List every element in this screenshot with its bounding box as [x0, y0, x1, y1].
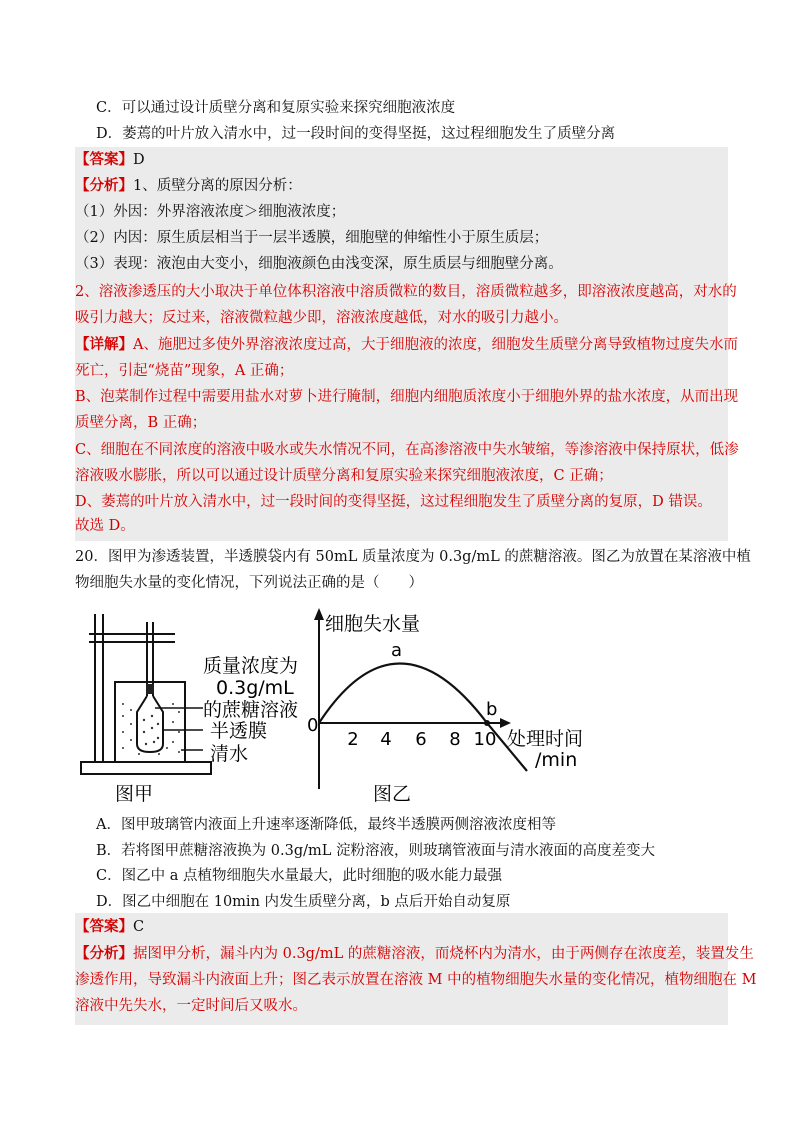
q20-answer: [75, 917, 144, 937]
q19-analysis-3: （2）内因：原生质层相当于一层半透膜，细胞壁的伸缩性小于原生质层；: [75, 230, 549, 246]
answer-tag: 【答案】: [75, 918, 133, 935]
yi-xlabel-1: 处理时间: [507, 728, 584, 750]
yi-caption: 图乙: [373, 783, 412, 805]
q20-analysis-1: [75, 944, 754, 964]
q19-analysis-4: （3）表现：液泡由大变小，细胞液颜色由浅变深，原生质层与细胞壁分离。: [75, 256, 563, 272]
q19-detail-2: 死亡，引起“烧苗”现象，A 正确；: [75, 363, 294, 379]
q20-option-c: C．图乙中 a 点植物细胞失水量最大，此时细胞的吸水能力最强: [96, 868, 502, 884]
q19-detail-1: [75, 335, 738, 355]
answer-value: D: [133, 152, 145, 168]
jia-label-2: 0.3g/mL: [216, 677, 294, 699]
jia-label-3: 的蔗糖溶液: [203, 699, 299, 721]
answer-value: C: [133, 919, 145, 935]
q20-figure: [75, 604, 635, 809]
analysis-text: 据图甲分析，漏斗内为 0.3g/mL 的蔗糖溶液，而烧杯内为清水，由于两侧存在浓度差，装置发生: [133, 946, 754, 962]
q20-figure-svg: [75, 604, 635, 809]
yi-point-a: a: [391, 640, 403, 661]
q19-answer: [75, 150, 145, 170]
yi-tick-labels: [347, 729, 496, 750]
q19-option-c: C．可以通过设计质壁分离和复原实验来探究细胞液浓度: [96, 100, 456, 116]
yi-origin: 0: [307, 715, 319, 736]
yi-xlabel-2: /min: [535, 749, 578, 771]
q20-option-a: A．图甲玻璃管内液面上升速率逐渐降低，最终半透膜两侧溶液浓度相等: [96, 817, 556, 833]
q20-option-d: D．图乙中细胞在 10min 内发生质壁分离，b 点后开始自动复原: [96, 894, 511, 910]
yi-point-b: b: [486, 699, 498, 720]
q19-detail-6: 溶液吸水膨胀，所以可以通过设计质壁分离和复原实验来探究细胞液浓度，C 正确；: [75, 468, 613, 484]
jia-label-1: 质量浓度为: [203, 655, 299, 677]
jia-label-5: 清水: [210, 743, 249, 765]
q19-detail-3: B、泡菜制作过程中需要用盐水对萝卜进行腌制，细胞内细胞质浓度小于细胞外界的盐水浓度，从而出现: [75, 389, 739, 405]
q19-detail-4: 质壁分离，B 正确；: [75, 415, 207, 431]
q19-detail-7: D、萎蔫的叶片放入清水中，过一段时间的变得坚挺，这过程细胞发生了质壁分离的复原，D 错误。: [75, 494, 712, 510]
analysis-tag: 【分析】: [75, 177, 133, 194]
analysis-text: 1、质壁分离的原因分析：: [133, 178, 302, 194]
yi-tick-4: 4: [380, 729, 392, 750]
q19-analysis-1: [75, 176, 302, 196]
q19-option-d: D．萎蔫的叶片放入清水中，过一段时间的变得坚挺，这过程细胞发生了质壁分离: [96, 126, 616, 142]
q20-option-b: B．若将图甲蔗糖溶液换为 0.3g/mL 淀粉溶液，则玻璃管液面与清水液面的高度差变大: [96, 843, 655, 859]
q19-detail-8: 故选 D。: [75, 518, 135, 534]
detail-tag: 【详解】: [75, 336, 133, 353]
yi-ylabel: 细胞失水量: [325, 613, 421, 635]
q19-analysis-6: 吸引力越大；反过来，溶液微粒越少即，溶液浓度越低，对水的吸引力越小。: [75, 310, 568, 326]
q20-stem-1: 20．图甲为渗透装置，半透膜袋内有 50mL 质量浓度为 0.3g/mL 的蔗糖溶液。图乙为放置在某溶液中植: [75, 549, 751, 565]
q20-analysis-3: 溶液中先失水，一定时间后又吸水。: [75, 998, 307, 1014]
jia-label-4: 半透膜: [210, 720, 268, 742]
yi-tick-2: 2: [347, 729, 359, 750]
q20-stem-2: 物细胞失水量的变化情况，下列说法正确的是（ ）: [75, 575, 423, 591]
yi-tick-10: 10: [473, 729, 497, 750]
jia-caption: 图甲: [115, 783, 154, 805]
yi-tick-6: 6: [415, 729, 427, 750]
yi-tick-8: 8: [449, 729, 461, 750]
q20-analysis-2: 渗透作用，导致漏斗内液面上升；图乙表示放置在溶液 M 中的植物细胞失水量的变化情况，植物细胞在 M: [75, 972, 757, 988]
answer-tag: 【答案】: [75, 151, 133, 168]
point-b-dot: [484, 720, 490, 726]
q19-analysis-2: （1）外因：外界溶液浓度＞细胞液浓度；: [75, 204, 346, 220]
analysis-tag: 【分析】: [75, 945, 133, 962]
yi-axes: [314, 608, 511, 789]
q19-detail-5: C、细胞在不同浓度的溶液中吸水或失水情况不同，在高渗溶液中失水皱缩，等渗溶液中保持原状，低渗: [75, 442, 739, 458]
detail-text: A、施肥过多使外界溶液浓度过高，大于细胞液的浓度，细胞发生质壁分离导致植物过度失水而: [133, 337, 738, 353]
q19-analysis-5: 2、溶液渗透压的大小取决于单位体积溶液中溶质微粒的数目，溶质微粒越多，即溶液浓度越高，对水的: [75, 284, 737, 300]
